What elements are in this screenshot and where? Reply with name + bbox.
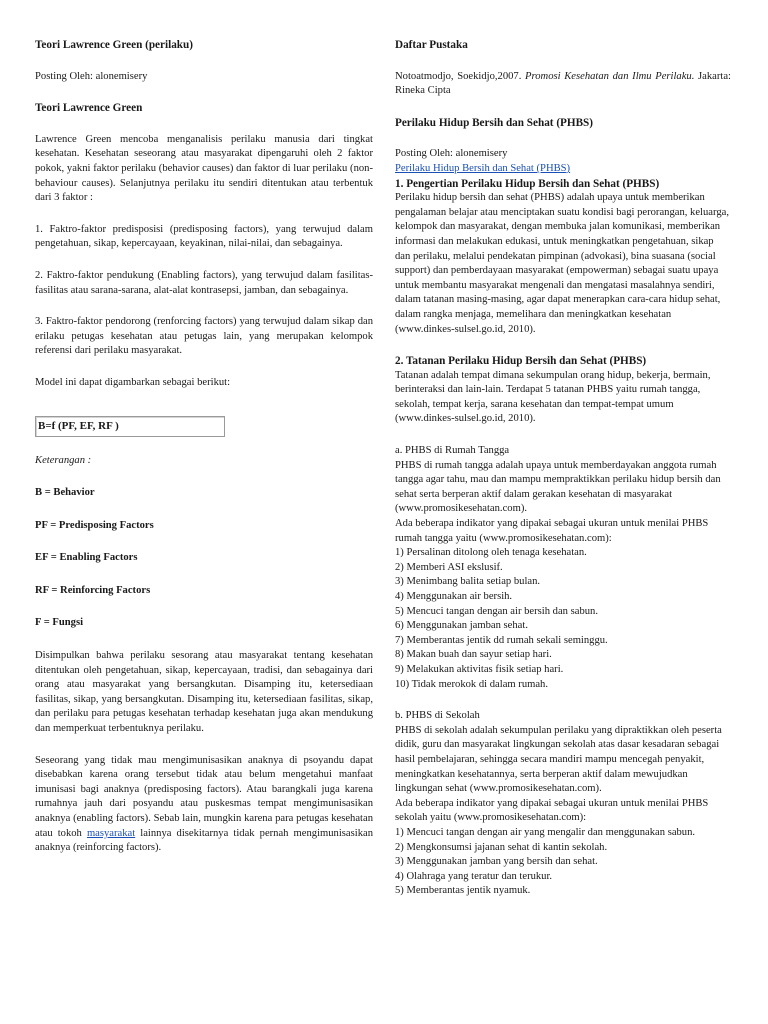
intro-paragraph: Lawrence Green mencoba menganalisis perilaku manusia dari tingkat kesehatan. Kesehatan seseorang atau masyarakat dipengaruhi oleh 2 faktor pokok, yakni faktor perilaku (behavior causes) dan faktor di luar perilaku (non-behaviour causes). Selanjutnya perilaku itu sendiri ditentukan atau terbentuk dari 3 faktor : bbox=[35, 133, 373, 204]
school-indicator-list bbox=[395, 826, 731, 899]
list-item: 5) Memberantas jentik nyamuk. bbox=[395, 885, 531, 897]
list-item: 5) Mencuci tangan dengan air bersih dan sabun. bbox=[395, 605, 598, 617]
list-item: 8) Makan buah dan sayur setiap hari. bbox=[395, 649, 552, 661]
list-item: 2) Memberi ASI ekslusif. bbox=[395, 561, 503, 573]
masyarakat-link[interactable]: masyarakat bbox=[86, 827, 136, 839]
list-item: 3) Menimbang balita setiap bulan. bbox=[395, 576, 541, 588]
list-item: 4) Menggunakan air bersih. bbox=[395, 591, 513, 602]
phbs-link-line bbox=[395, 162, 731, 177]
factor-reinforcing: 3. Faktro-faktor pendorong (renforcing factors) yang terwujud dalam sikap dan erilaku petugas kesehatan atau petugas lain, yang merupakan kelompok referensi dari perilaku masyarakat. bbox=[35, 316, 373, 357]
subsection-a-body: PHBS di rumah tangga adalah upaya untuk memberdayakan anggota rumah tangga agar tahu, mau dan mampu mempraktikkan perilaku hidup bersih dan sehat serta berperan aktif dalam gerakan kesehatan di masyarakat (www.promosikesehatan.com). bbox=[395, 459, 721, 515]
left-column bbox=[35, 38, 373, 856]
model-intro: Model ini dapat digambarkan sebagai berikut: bbox=[35, 376, 231, 388]
subsection-b-body: PHBS di sekolah adalah sekumpulan perilaku yang dipraktikkan oleh peserta didik, guru dan masyarakat lingkungan sekolah atas dasar kesadaran sebagai hasil pembelajaran, sehingga secara mandiri mampu mencegah penyakit, meningkatkan kesehatannya, serta berperan aktif dalam mewujudkan lingkungan sehat (www.promosikesehatan.com). bbox=[395, 724, 722, 795]
subsection-a-title: a. PHBS di Rumah Tangga bbox=[395, 445, 510, 457]
section-1-title: 1. Pengertian Perilaku Hidup Bersih dan Sehat (PHBS) bbox=[395, 177, 660, 190]
section-2-title: 2. Tatanan Perilaku Hidup Bersih dan Sehat (PHBS) bbox=[395, 355, 647, 368]
example-text-end: lainnya disekitarnya tidak pernah mengimunisasikan anaknya (reinforcing factors). bbox=[35, 827, 373, 854]
keterangan-label: Keterangan : bbox=[35, 454, 92, 466]
formula-box: B=f (PF, EF, RF ) bbox=[35, 416, 225, 437]
bib-publisher: Jakarta: Rineka Cipta bbox=[395, 70, 731, 97]
bib-author: Notoatmodjo, Soekidjo,2007. bbox=[395, 70, 526, 82]
subsection-b-indicator: Ada beberapa indikator yang dipakai sebagai ukuran untuk menilai PHBS sekolah yaitu (www.promosikesehatan.com): bbox=[395, 797, 709, 824]
right-column bbox=[395, 38, 731, 899]
definition-predisposing: PF = Predisposing Factors bbox=[35, 519, 154, 531]
phbs-link[interactable]: Perilaku Hidup Bersih dan Sehat (PHBS) bbox=[395, 162, 571, 174]
list-item: 1) Mencuci tangan dengan air yang mengalir dan menggunakan sabun. bbox=[395, 826, 696, 838]
list-item: 2) Mengkonsumsi jajanan sehat di kantin sekolah. bbox=[395, 841, 608, 853]
definition-reinforcing: RF = Reinforcing Factors bbox=[35, 584, 151, 596]
list-item: 10) Tidak merokok di dalam rumah. bbox=[395, 678, 549, 690]
article-title-left: Teori Lawrence Green (perilaku) bbox=[35, 39, 193, 51]
household-indicator-list bbox=[395, 546, 731, 692]
list-item: 7) Memberantas jentik dd rumah sekali seminggu. bbox=[395, 634, 608, 646]
subsection-a-indicator: Ada beberapa indikator yang dipakai sebagai ukuran untuk menilai PHBS rumah tangga yaitu (www.promosikesehatan.com): bbox=[395, 518, 709, 544]
list-item: 4) Olahraga yang teratur dan terukur. bbox=[395, 870, 553, 882]
example-text-start: Seseorang yang tidak mau mengimunisasikan anaknya di psoyandu dapat disebabkan karena orang tersebut tidak atau belum mengetahui manfaat imunisasi bagi anaknya (predisposing factors). Atau barangkali juga karena rumahnya jauh dari posyandu atau puskesmas tempat mengimunisasikan anaknya (enabling factors). Sebab lain, mungkin karena para petugas kesehatan atau tokoh bbox=[35, 754, 373, 839]
list-item: 3) Menggunakan jamban yang bersih dan sehat. bbox=[395, 856, 598, 868]
bibliography-entry bbox=[395, 70, 731, 99]
example-paragraph bbox=[35, 754, 373, 856]
factor-enabling: 2. Faktro-faktor pendukung (Enabling factors), yang terwujud dalam fasilitas-fasilitas atau sarana-sarana, alat-alat kontrasepsi, jamban, dan sebagainya. bbox=[35, 269, 373, 296]
post-author-left: Posting Oleh: alonemisery bbox=[35, 70, 148, 82]
bib-book-title: Promosi Kesehatan dan Ilmu Perilaku. bbox=[525, 70, 695, 82]
section-2-body: Tatanan adalah tempat dimana sekumpulan orang hidup, bekerja, bermain, berinteraksi dan lain-lain. Terdapat 5 tatanan PHBS yaitu rumah tangga, sekolah, tempat kerja, sarana kesehatan dan tempat-tempat umum (www.dinkes-sulsel.go.id, 2010). bbox=[395, 369, 711, 425]
section-heading-green: Teori Lawrence Green bbox=[35, 102, 143, 115]
conclusion-paragraph: Disimpulkan bahwa perilaku sesorang atau masyarakat tentang kesehatan ditentukan oleh pengetahuan, sikap, kepercayaan, tradisi, dan sebagainya dari orang atau masyarakat yang bersangkutan. Disamping itu, ketersediaan fasilitas, sikap, yang bersangkutan. Disamping itu, ketersediaan fasilitas, sikap, dan perilaku para petugas kesehatan terhadap kesehatan juga akan mendukung dan memperkuat terbentuknya perilaku. bbox=[35, 650, 373, 735]
list-item: 1) Persalinan ditolong oleh tenaga kesehatan. bbox=[395, 547, 587, 559]
list-item: 6) Menggunakan jamban sehat. bbox=[395, 620, 528, 632]
definition-enabling: EF = Enabling Factors bbox=[35, 552, 138, 564]
definition-function: F = Fungsi bbox=[35, 617, 84, 629]
section-1-body: Perilaku hidup bersih dan sehat (PHBS) adalah upaya untuk memberikan pengalaman belajar atau menciptakan suatu kondisi bagi perorangan, keluarga, kelompok dan masyarakat, dengan membuka jalan komunikasi, memberikan informasi dan melakukan edukasi, untuk meningkatkan pengetahuan, sikap dan perilaku, melalui pendekatan pimpinan (advokasi), bina suasana (social support) dan pemberdayaan masyarakat (empowerman) sebagai suatu upaya untuk membantu masyarakat mengenali dan mengatasi masalahnya sendiri, dalam tatanan masing-masing, agar dapat menerapkan cara-cara hidup sehat, dalam rangka menjaga, memelihara dan meningkatkan kesehatan (www.dinkes-sulsel.go.id, 2010). bbox=[395, 192, 729, 335]
bibliography-title: Daftar Pustaka bbox=[395, 39, 468, 51]
subsection-b-title: b. PHBS di Sekolah bbox=[395, 710, 480, 722]
post-author-right: Posting Oleh: alonemisery bbox=[395, 148, 508, 160]
list-item: 9) Melakukan aktivitas fisik setiap hari. bbox=[395, 663, 564, 675]
article-title-right: Perilaku Hidup Bersih dan Sehat (PHBS) bbox=[395, 116, 593, 129]
definition-behavior: B = Behavior bbox=[35, 487, 95, 499]
factor-predisposing: 1. Faktro-faktor predisposisi (predisposing factors), yang terwujud dalam pengetahuan, sikap, kepercayaan, keyakinan, nilai-nilai, dan sebagainya. bbox=[35, 223, 373, 250]
